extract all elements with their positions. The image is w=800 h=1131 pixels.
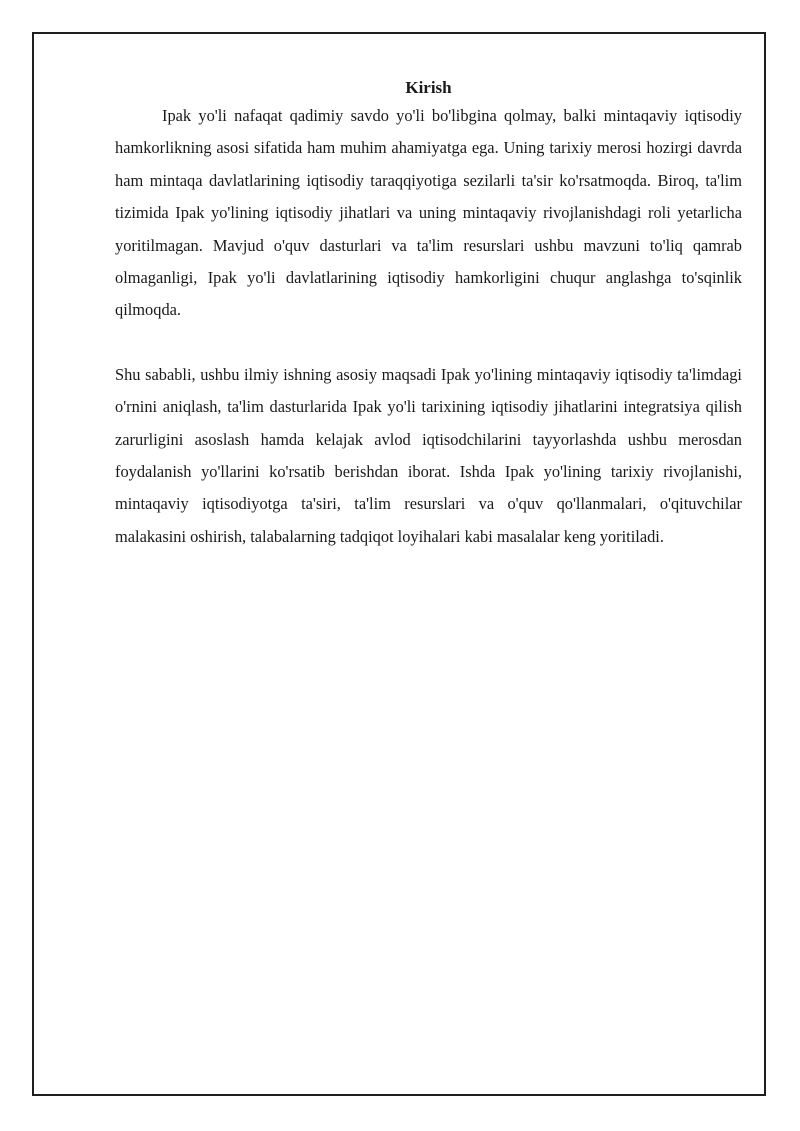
document-body	[115, 76, 742, 553]
paragraph-goal: Shu sababli, ushbu ilmiy ishning asosiy maqsadi Ipak yo'lining mintaqaviy iqtisodiy ta'limdagi o'rnini aniqlash, ta'lim dasturlarida Ipak yo'li tarixining iqtisodiy jihatlarini integratsiya qilish zarurligini asoslash hamda kelajak avlod iqtisodchilarini tayyorlashda ushbu merosdan foydalanish yo'llarini ko'rsatib berishdan iborat. Ishda Ipak yo'lining tarixiy rivojlanishi, mintaqaviy iqtisodiyotga ta'siri, ta'lim resurslari va o'quv qo'llanmalari, o'qituvchilar malakasini oshirish, talabalarning tadqiqot loyihalari kabi masalalar keng yoritiladi.	[115, 364, 742, 546]
document-title: Kirish	[405, 78, 452, 97]
paragraph-intro: Ipak yo'li nafaqat qadimiy savdo yo'li bo'libgina qolmay, balki mintaqaviy iqtisodiy hamkorlikning asosi sifatida ham muhim ahamiyatga ega. Uning tarixiy merosi hozirgi davrda ham mintaqa davlatlarining iqtisodiy taraqqiyotiga sezilarli ta'sir ko'rsatmoqda. Biroq, ta'lim tizimida Ipak yo'lining iqtisodiy jihatlari va uning mintaqaviy rivojlanishdagi roli yetarlicha yoritilmagan. Mavjud o'quv dasturlari va ta'lim resurslari ushbu mavzuni to'liq qamrab olmaganligi, Ipak yo'li davlatlarining iqtisodiy hamkorligini chuqur anglashga to'sqinlik qilmoqda.	[115, 106, 742, 320]
